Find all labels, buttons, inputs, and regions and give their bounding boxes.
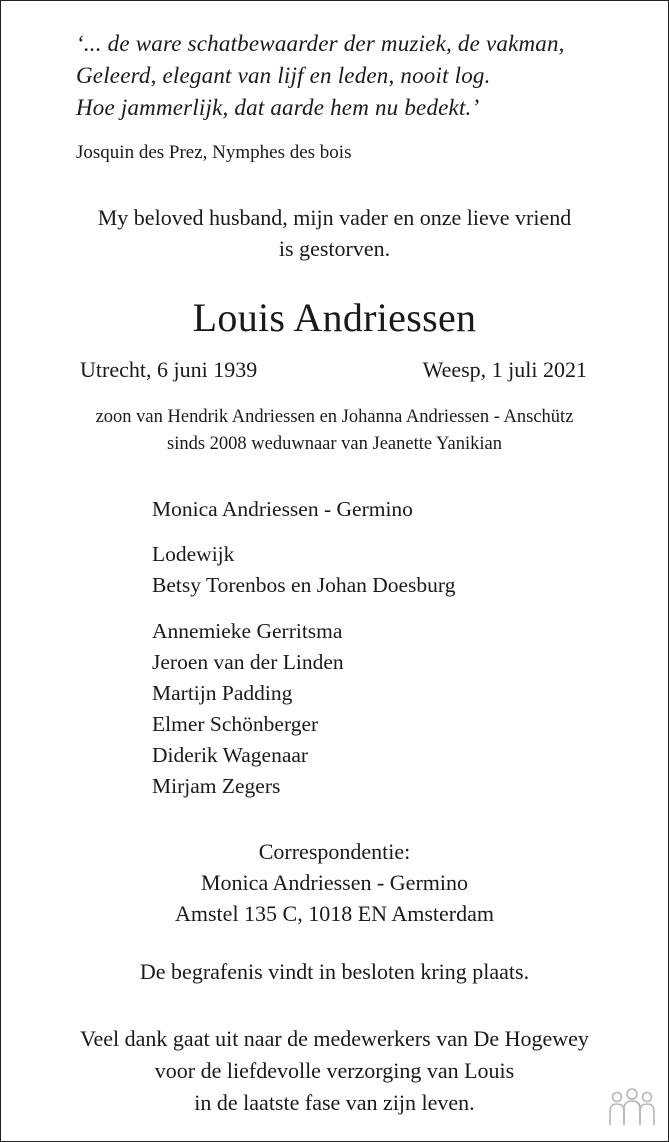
thanks-block: [0, 1023, 669, 1119]
quote-line-1: ‘... de ware schatbewaarder der muziek, de vakman,: [76, 31, 565, 56]
mourner-name: Elmer Schönberger: [152, 712, 319, 736]
quote-line-2: Geleerd, elegant van lijf en leden, nooit log.: [76, 63, 491, 88]
intro-text: [0, 202, 669, 264]
correspondence-name: Monica Andriessen - Germino: [201, 870, 468, 895]
mourners-group-3: [152, 616, 344, 802]
mourner-name: Jeroen van der Linden: [152, 650, 344, 674]
mourners-group-1: [152, 494, 413, 525]
thanks-line-2: voor de liefdevolle verzorging van Louis: [154, 1058, 515, 1083]
mourner-name: Martijn Padding: [152, 681, 293, 705]
mourner-name: Betsy Torenbos en Johan Doesburg: [152, 573, 456, 597]
mourner-name: Mirjam Zegers: [152, 774, 281, 798]
intro-line-2: is gestorven.: [278, 236, 391, 261]
mourner-name: Monica Andriessen - Germino: [152, 497, 413, 521]
parents-line: zoon van Hendrik Andriessen en Johanna Andriessen - Anschütz: [95, 407, 574, 427]
opening-quote: [76, 28, 565, 124]
quote-attribution: Josquin des Prez, Nymphes des bois: [76, 142, 352, 163]
correspondence-address: Amstel 135 C, 1018 EN Amsterdam: [175, 901, 494, 926]
mourners-group-2: [152, 539, 455, 601]
funeral-notice: De begrafenis vindt in besloten kring plaats.: [139, 959, 530, 984]
thanks-line-3: in de laatste fase van zijn leven.: [194, 1090, 475, 1115]
deceased-name: Louis Andriessen: [192, 295, 477, 340]
birth-place-date: Utrecht, 6 juni 1939: [80, 357, 258, 382]
widower-line: sinds 2008 weduwnaar van Jeanette Yanikian: [167, 434, 502, 454]
mourner-name: Lodewijk: [152, 542, 235, 566]
family-details: [0, 404, 669, 458]
correspondence-heading: Correspondentie:: [258, 839, 411, 864]
thanks-line-1: Veel dank gaat uit naar de medewerkers van De Hogewey: [80, 1026, 589, 1051]
mourner-name: Annemieke Gerritsma: [152, 619, 343, 643]
quote-line-3: Hoe jammerlijk, dat aarde hem nu bedekt.’: [76, 95, 480, 120]
people-group-icon: [606, 1085, 658, 1129]
death-place-date: Weesp, 1 juli 2021: [422, 357, 587, 382]
intro-line-1: My beloved husband, mijn vader en onze lieve vriend: [97, 205, 572, 230]
correspondence-block: [0, 836, 669, 929]
mourner-name: Diderik Wagenaar: [152, 743, 309, 767]
